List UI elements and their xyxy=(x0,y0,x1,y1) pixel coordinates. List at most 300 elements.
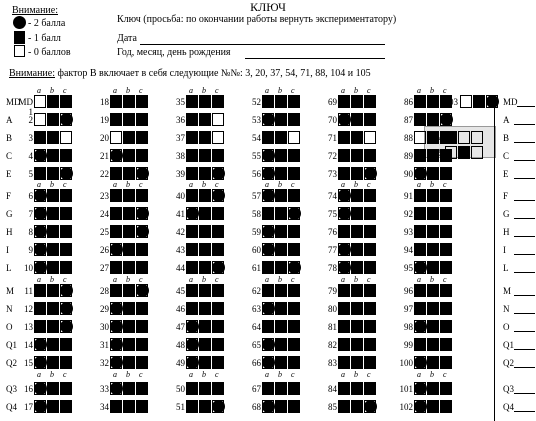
item-number: 6 xyxy=(28,191,33,201)
item-78-square-mark xyxy=(427,320,439,333)
legend-square-text: - 1 балл xyxy=(28,33,61,44)
item-67-square-mark xyxy=(47,302,59,315)
item-15-cell-c[interactable] xyxy=(212,131,224,144)
item-20-circle-mark xyxy=(110,149,123,162)
item-86-circle-mark xyxy=(110,356,123,369)
item-35-circle-mark xyxy=(338,189,351,202)
factor-label-right: F xyxy=(503,191,509,201)
factor-score-line[interactable] xyxy=(514,218,535,219)
factor-label-right: I xyxy=(503,245,506,255)
item-number: 76 xyxy=(328,227,337,237)
item-90-square-mark xyxy=(427,356,439,369)
extra-item-number: 105 xyxy=(429,148,443,158)
factor-score-line[interactable] xyxy=(514,349,535,350)
item-number: 34 xyxy=(100,402,109,412)
item-number: 82 xyxy=(328,340,337,350)
item-70-square-mark xyxy=(275,302,287,315)
item-52-circle-mark xyxy=(262,243,275,256)
factor-label-left: Q4 xyxy=(6,402,17,412)
item-76-square-mark xyxy=(288,320,300,333)
item-77-square-mark xyxy=(364,320,376,333)
item-13-cell-c[interactable] xyxy=(60,131,72,144)
item-100-square-mark xyxy=(275,400,287,413)
extra-104-cell-c[interactable] xyxy=(471,131,483,144)
item-number: 43 xyxy=(176,245,185,255)
item-29-square-mark xyxy=(351,167,363,180)
item-59-square-mark xyxy=(364,261,376,274)
item-71-square-mark xyxy=(338,302,350,315)
item-94-square-mark xyxy=(275,382,287,395)
extra-103-cell-a[interactable] xyxy=(460,95,472,108)
item-88-square-mark xyxy=(275,356,287,369)
factor-score-line[interactable] xyxy=(514,393,535,394)
item-41-circle-mark xyxy=(338,207,351,220)
column-header-a: a xyxy=(189,275,193,284)
column-header-c: c xyxy=(367,370,371,379)
column-header-c: c xyxy=(139,86,143,95)
item-40-square-mark xyxy=(262,207,274,220)
item-number: 28 xyxy=(100,286,109,296)
column-header-c: c xyxy=(63,370,67,379)
item-46-square-mark xyxy=(288,225,300,238)
column-header-a: a xyxy=(113,180,117,189)
item-number: 73 xyxy=(328,169,337,179)
item-20-square-mark xyxy=(123,149,135,162)
item-number: 101 xyxy=(399,384,413,394)
column-header-c: c xyxy=(291,275,295,284)
item-92-square-mark xyxy=(123,382,135,395)
item-51-square-mark xyxy=(212,243,224,256)
item-93-square-mark xyxy=(199,382,211,395)
factor-score-line[interactable] xyxy=(514,411,535,412)
item-92-square-mark xyxy=(136,382,148,395)
item-number: 8 xyxy=(28,227,33,237)
column-header-a: a xyxy=(37,370,41,379)
item-97-square-mark xyxy=(47,400,59,413)
item-33-square-mark xyxy=(186,189,198,202)
item-1-cell-a[interactable] xyxy=(34,95,46,108)
item-66-square-mark xyxy=(440,284,452,297)
factor-score-line[interactable] xyxy=(514,295,535,296)
item-91-circle-mark xyxy=(34,382,47,395)
column-header-c: c xyxy=(291,180,295,189)
column-header-b: b xyxy=(278,180,282,189)
item-32-square-mark xyxy=(136,189,148,202)
item-33-square-mark xyxy=(199,189,211,202)
item-23-square-mark xyxy=(351,149,363,162)
item-38-circle-mark xyxy=(136,207,149,220)
item-100-square-mark xyxy=(288,400,300,413)
factor-score-line[interactable] xyxy=(514,331,535,332)
item-34-square-mark xyxy=(288,189,300,202)
factor-label-right: Q1 xyxy=(503,340,514,350)
item-number: 55 xyxy=(252,151,261,161)
item-69-square-mark xyxy=(212,302,224,315)
item-number: 93 xyxy=(404,227,413,237)
item-number: 66 xyxy=(252,358,261,368)
item-number: 16 xyxy=(24,384,33,394)
item-100-circle-mark xyxy=(262,400,275,413)
factor-score-line[interactable] xyxy=(514,142,535,143)
item-35-square-mark xyxy=(351,189,363,202)
item-63-square-mark xyxy=(199,284,211,297)
item-21-square-mark xyxy=(212,149,224,162)
column-header-b: b xyxy=(202,275,206,284)
item-43-square-mark xyxy=(60,225,72,238)
item-number: 64 xyxy=(252,322,261,332)
item-8-square-mark xyxy=(110,113,122,126)
item-2-square-mark xyxy=(136,95,148,108)
item-22-square-mark xyxy=(288,149,300,162)
item-84-square-mark xyxy=(427,338,439,351)
item-89-square-mark xyxy=(364,356,376,369)
item-9-cell-c[interactable] xyxy=(212,113,224,126)
column-header-a: a xyxy=(265,275,269,284)
item-66-square-mark xyxy=(427,284,439,297)
item-number: 97 xyxy=(404,304,413,314)
item-10-circle-mark xyxy=(262,113,275,126)
item-11-circle-mark xyxy=(338,113,351,126)
item-79-square-mark xyxy=(47,338,59,351)
item-51-square-mark xyxy=(186,243,198,256)
factor-score-line[interactable] xyxy=(514,272,535,273)
item-46-square-mark xyxy=(275,225,287,238)
item-number: 50 xyxy=(176,384,185,394)
column-header-a: a xyxy=(417,86,421,95)
item-3-square-mark xyxy=(212,95,224,108)
item-28-square-mark xyxy=(275,167,287,180)
item-number: 22 xyxy=(100,169,109,179)
factor-note-prefix: Внимание: xyxy=(9,68,55,79)
item-number: 9 xyxy=(28,245,33,255)
item-number: 69 xyxy=(328,97,337,107)
item-54-square-mark xyxy=(440,243,452,256)
item-41-square-mark xyxy=(351,207,363,220)
column-header-c: c xyxy=(367,86,371,95)
item-42-square-mark xyxy=(414,207,426,220)
item-19-circle-mark xyxy=(34,149,47,162)
item-31-square-mark xyxy=(47,189,59,202)
item-number: 90 xyxy=(404,169,413,179)
factor-score-line[interactable] xyxy=(517,106,535,107)
column-header-a: a xyxy=(341,180,345,189)
item-1-square-mark xyxy=(47,95,59,108)
item-53-square-mark xyxy=(364,243,376,256)
item-94-square-mark xyxy=(262,382,274,395)
item-68-square-mark xyxy=(123,302,135,315)
factor-note-text: фактор В включает в себя следующие №№: 3, 20, 37, 54, 71, 88, 104 и 105 xyxy=(55,68,371,79)
factor-score-line[interactable] xyxy=(514,254,535,255)
item-25-circle-mark xyxy=(60,167,73,180)
column-header-a: a xyxy=(189,180,193,189)
item-number: 13 xyxy=(24,322,33,332)
item-number: 23 xyxy=(100,191,109,201)
item-87-square-mark xyxy=(212,356,224,369)
item-99-square-mark xyxy=(186,400,198,413)
item-85-square-mark xyxy=(60,356,72,369)
item-73-square-mark xyxy=(47,320,59,333)
item-54-square-mark xyxy=(427,243,439,256)
item-41-square-mark xyxy=(364,207,376,220)
item-48-square-mark xyxy=(427,225,439,238)
item-3-square-mark xyxy=(199,95,211,108)
item-16-square-mark xyxy=(275,131,287,144)
item-30-circle-mark xyxy=(414,167,427,180)
item-10-square-mark xyxy=(288,113,300,126)
factor-score-line[interactable] xyxy=(514,236,535,237)
item-37-square-mark xyxy=(60,207,72,220)
item-15-square-mark xyxy=(186,131,198,144)
item-40-square-mark xyxy=(275,207,287,220)
item-20-square-mark xyxy=(136,149,148,162)
factor-score-line[interactable] xyxy=(514,313,535,314)
item-60-square-mark xyxy=(427,261,439,274)
item-number: 87 xyxy=(404,115,413,125)
column-header-a: a xyxy=(37,180,41,189)
factor-label-right: MD xyxy=(503,97,518,107)
item-49-square-mark xyxy=(47,243,59,256)
item-73-square-mark xyxy=(34,320,46,333)
item-number: 33 xyxy=(100,384,109,394)
item-57-circle-mark xyxy=(212,261,225,274)
instruction-text: Ключ (просьба: по окончании работы вернуть экспериментатору) xyxy=(117,14,397,25)
column-header-b: b xyxy=(278,370,282,379)
item-95-square-mark xyxy=(338,382,350,395)
item-96-square-mark xyxy=(440,382,452,395)
item-number: 71 xyxy=(328,133,337,143)
factor-label-left: Q1 xyxy=(6,340,17,350)
item-number: 53 xyxy=(252,115,261,125)
item-number: 2 xyxy=(28,115,33,125)
item-26-square-mark xyxy=(110,167,122,180)
item-7-circle-mark xyxy=(60,113,73,126)
item-number: 4 xyxy=(28,151,33,161)
item-27-square-mark xyxy=(186,167,198,180)
item-55-circle-mark xyxy=(34,261,47,274)
item-number: 84 xyxy=(328,384,337,394)
item-number: 35 xyxy=(176,97,185,107)
factor-label-left: C xyxy=(6,151,13,161)
item-82-square-mark xyxy=(275,338,287,351)
item-number: 52 xyxy=(252,97,261,107)
item-73-circle-mark xyxy=(60,320,73,333)
item-62-square-mark xyxy=(110,284,122,297)
item-80-circle-mark xyxy=(110,338,123,351)
item-47-square-mark xyxy=(351,225,363,238)
item-90-circle-mark xyxy=(414,356,427,369)
column-header-c: c xyxy=(139,275,143,284)
item-78-circle-mark xyxy=(414,320,427,333)
item-16-cell-c[interactable] xyxy=(288,131,300,144)
factor-label-right: H xyxy=(503,227,510,237)
item-number: 24 xyxy=(100,209,109,219)
item-number: 40 xyxy=(176,191,185,201)
item-42-square-mark xyxy=(440,207,452,220)
item-number: 48 xyxy=(176,340,185,350)
column-header-c: c xyxy=(215,370,219,379)
item-22-circle-mark xyxy=(262,149,275,162)
item-14-cell-a[interactable] xyxy=(110,131,122,144)
extra-104-cell-b[interactable] xyxy=(458,131,470,144)
item-12-circle-mark xyxy=(440,113,453,126)
extra-104-square-mark xyxy=(445,131,457,144)
factor-label-left: N xyxy=(6,304,13,314)
item-47-square-mark xyxy=(364,225,376,238)
item-58-square-mark xyxy=(262,261,274,274)
item-number: 32 xyxy=(100,358,109,368)
item-number: 77 xyxy=(328,245,337,255)
factor-label-left: F xyxy=(6,191,12,201)
item-64-square-mark xyxy=(275,284,287,297)
factor-score-line[interactable] xyxy=(514,367,535,368)
factor-score-line[interactable] xyxy=(514,200,535,201)
item-number: 65 xyxy=(252,340,261,350)
item-95-square-mark xyxy=(351,382,363,395)
column-header-c: c xyxy=(139,180,143,189)
item-14-square-mark xyxy=(123,131,135,144)
item-number: 42 xyxy=(176,227,185,237)
item-57-square-mark xyxy=(199,261,211,274)
item-93-square-mark xyxy=(186,382,198,395)
item-102-circle-mark xyxy=(414,400,427,413)
extra-105-cell-a[interactable] xyxy=(445,146,457,159)
item-21-square-mark xyxy=(199,149,211,162)
item-6-square-mark xyxy=(427,95,439,108)
item-17-cell-c[interactable] xyxy=(364,131,376,144)
item-number: 7 xyxy=(28,209,33,219)
item-62-square-mark xyxy=(123,284,135,297)
item-68-square-mark xyxy=(136,302,148,315)
item-76-square-mark xyxy=(262,320,274,333)
item-21-square-mark xyxy=(186,149,198,162)
item-74-square-mark xyxy=(136,320,148,333)
item-2-square-mark xyxy=(123,95,135,108)
item-number: 30 xyxy=(100,322,109,332)
column-header-a: a xyxy=(113,275,117,284)
item-8-square-mark xyxy=(123,113,135,126)
factor-label-left: O xyxy=(6,322,13,332)
item-72-square-mark xyxy=(427,302,439,315)
factor-score-line[interactable] xyxy=(514,160,535,161)
item-78-square-mark xyxy=(440,320,452,333)
factor-label-right: O xyxy=(503,322,510,332)
item-8-square-mark xyxy=(136,113,148,126)
item-94-square-mark xyxy=(288,382,300,395)
column-header-a: a xyxy=(341,370,345,379)
column-header-b: b xyxy=(126,370,130,379)
item-70-circle-mark xyxy=(262,302,275,315)
item-31-circle-mark xyxy=(34,189,47,202)
item-12-square-mark xyxy=(427,113,439,126)
item-36-square-mark xyxy=(414,189,426,202)
item-5-square-mark xyxy=(351,95,363,108)
column-header-c: c xyxy=(367,180,371,189)
factor-label-right: L xyxy=(503,263,509,273)
item-88-square-mark xyxy=(288,356,300,369)
item-72-square-mark xyxy=(414,302,426,315)
item-27-circle-mark xyxy=(212,167,225,180)
item-76-square-mark xyxy=(275,320,287,333)
item-4-square-mark xyxy=(275,95,287,108)
item-number: 59 xyxy=(252,227,261,237)
item-79-circle-mark xyxy=(34,338,47,351)
item-number: 31 xyxy=(100,340,109,350)
item-14-square-mark xyxy=(136,131,148,144)
factor-score-line[interactable] xyxy=(514,124,535,125)
item-65-square-mark xyxy=(351,284,363,297)
item-13-square-mark xyxy=(34,131,46,144)
item-16-square-mark xyxy=(262,131,274,144)
item-99-square-mark xyxy=(199,400,211,413)
item-61-square-mark xyxy=(34,284,46,297)
column-header-c: c xyxy=(367,275,371,284)
item-number: 17 xyxy=(24,402,33,412)
item-85-circle-mark xyxy=(34,356,47,369)
factor-label-left: A xyxy=(6,115,13,125)
item-77-square-mark xyxy=(351,320,363,333)
item-19-square-mark xyxy=(47,149,59,162)
item-43-circle-mark xyxy=(34,225,47,238)
item-36-square-mark xyxy=(440,189,452,202)
item-number: 29 xyxy=(100,304,109,314)
item-95-square-mark xyxy=(364,382,376,395)
item-37-square-mark xyxy=(47,207,59,220)
item-number: 15 xyxy=(24,358,33,368)
item-82-circle-mark xyxy=(262,338,275,351)
item-101-square-mark xyxy=(338,400,350,413)
item-number: 46 xyxy=(176,304,185,314)
item-37-circle-mark xyxy=(34,207,47,220)
extra-item-number: 104 xyxy=(429,133,443,143)
column-header-b: b xyxy=(202,86,206,95)
factor-score-line[interactable] xyxy=(514,178,535,179)
item-7-cell-a[interactable] xyxy=(34,113,46,126)
item-11-square-mark xyxy=(364,113,376,126)
column-header-a: a xyxy=(113,370,117,379)
item-38-square-mark xyxy=(110,207,122,220)
item-69-square-mark xyxy=(186,302,198,315)
item-96-square-mark xyxy=(427,382,439,395)
column-header-b: b xyxy=(278,275,282,284)
item-86-square-mark xyxy=(123,356,135,369)
factor-label-left: I xyxy=(6,245,9,255)
item-32-square-mark xyxy=(110,189,122,202)
item-69-square-mark xyxy=(199,302,211,315)
column-header-b: b xyxy=(50,275,54,284)
item-number: 60 xyxy=(252,245,261,255)
factor-label-left: L xyxy=(6,263,12,273)
page-title: КЛЮЧ xyxy=(250,0,286,14)
item-44-circle-mark xyxy=(136,225,149,238)
extra-105-square-mark xyxy=(458,146,470,159)
item-number: 98 xyxy=(404,322,413,332)
extra-105-cell-c[interactable] xyxy=(471,146,483,159)
item-34-circle-mark xyxy=(262,189,275,202)
item-number: 58 xyxy=(252,209,261,219)
item-49-circle-mark xyxy=(34,243,47,256)
column-header-b: b xyxy=(354,180,358,189)
item-56-square-mark xyxy=(123,261,135,274)
item-number: 94 xyxy=(404,245,413,255)
item-58-circle-mark xyxy=(288,261,301,274)
item-88-circle-mark xyxy=(262,356,275,369)
item-number: 79 xyxy=(328,286,337,296)
column-header-a: a xyxy=(189,370,193,379)
item-39-square-mark xyxy=(199,207,211,220)
item-56-square-mark xyxy=(136,261,148,274)
item-number: 63 xyxy=(252,304,261,314)
item-number: 88 xyxy=(404,133,413,143)
